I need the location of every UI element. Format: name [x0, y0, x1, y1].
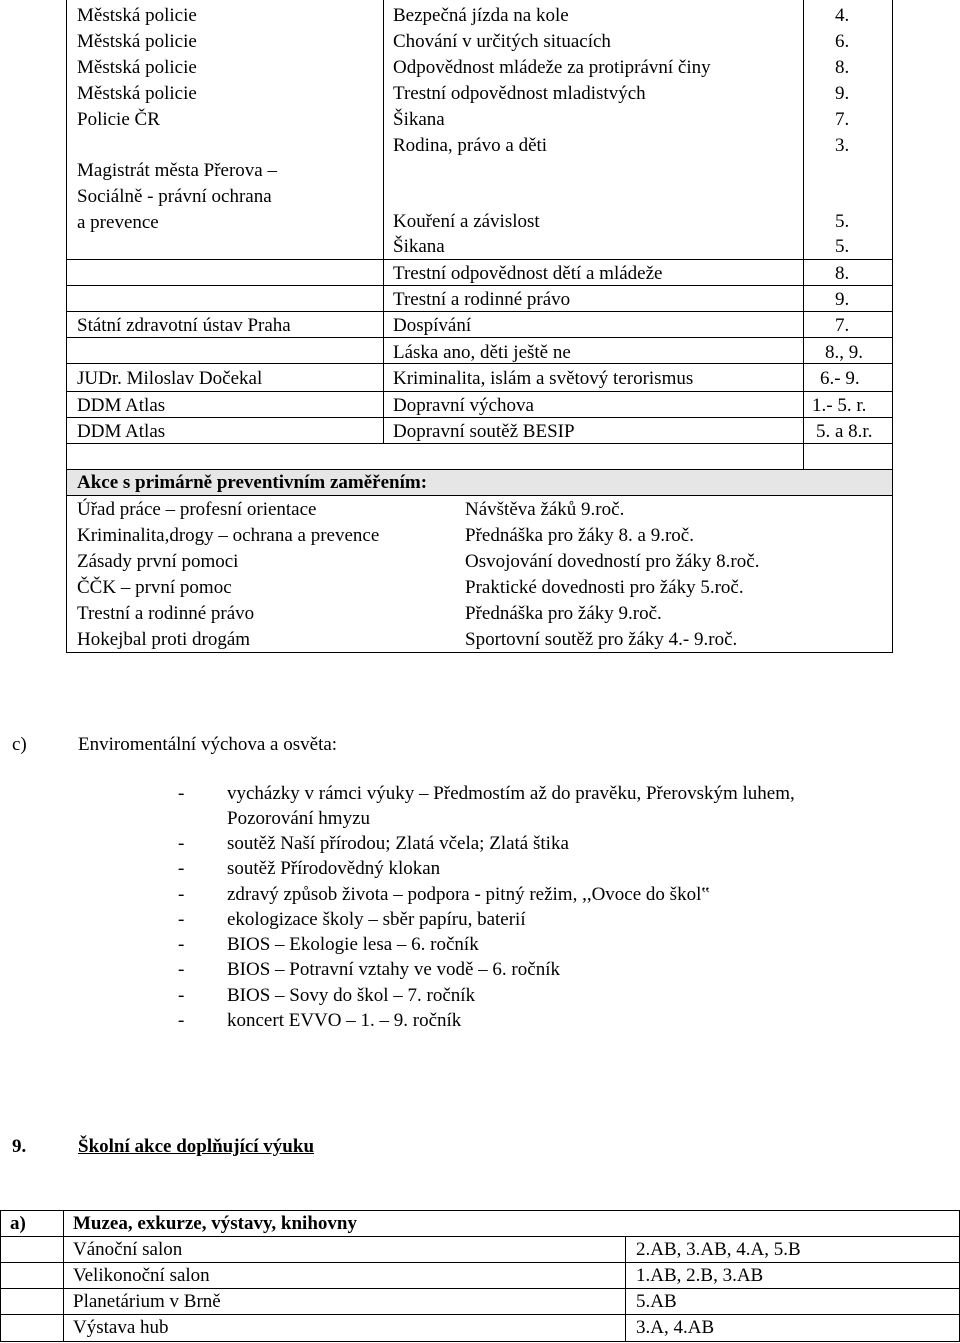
- desc-cell: Sportovní soutěž pro žáky 4.- 9.roč.: [465, 629, 738, 650]
- topic-cell: Dospívání: [393, 315, 472, 336]
- topic-cell: Dopravní výchova: [393, 395, 534, 416]
- list-item: BIOS – Potravní vztahy ve vodě – 6. ročník: [227, 959, 560, 980]
- list-item: soutěž Přírodovědný klokan: [227, 858, 441, 879]
- topic-cell: Rodina, právo a děti: [393, 135, 548, 156]
- topic-cell: Bezpečná jízda na kole: [393, 5, 569, 26]
- org-cell: Městská policie: [77, 57, 197, 78]
- action-cell: Úřad práce – profesní orientace: [77, 499, 317, 520]
- topic-cell: Odpovědnost mládeže za protiprávní činy: [393, 57, 711, 78]
- grade-cell: 9.: [835, 83, 850, 104]
- topic-cell: Trestní odpovědnost dětí a mládeže: [393, 263, 663, 284]
- action-cell: Kriminalita,drogy – ochrana a prevence: [77, 525, 380, 546]
- grade-cell: 5.: [835, 236, 850, 257]
- org-cell: a prevence: [77, 212, 159, 233]
- grade-cell: 8.: [835, 263, 850, 284]
- action-cell: Trestní a rodinné právo: [77, 603, 255, 624]
- grade-cell: 4.: [835, 5, 850, 26]
- list-bullet: -: [178, 985, 185, 1006]
- list-bullet: -: [178, 783, 185, 804]
- action-cell: Hokejbal proti drogám: [77, 629, 251, 650]
- classes-cell: 3.A, 4.AB: [636, 1317, 715, 1338]
- org-cell: DDM Atlas: [77, 395, 166, 416]
- org-cell: Městská policie: [77, 5, 197, 26]
- topic-cell: Šikana: [393, 236, 445, 257]
- list-item: Pozorování hmyzu: [227, 808, 371, 829]
- topic-cell: Kouření a závislost: [393, 211, 540, 232]
- classes-cell: 2.AB, 3.AB, 4.A, 5.B: [636, 1239, 801, 1260]
- action-cell: ČČK – první pomoc: [77, 577, 232, 598]
- org-cell: Policie ČR: [77, 109, 160, 130]
- desc-cell: Přednáška pro žáky 9.roč.: [465, 603, 662, 624]
- org-cell: Magistrát města Přerova –: [77, 160, 277, 181]
- grade-cell: 6.: [835, 31, 850, 52]
- topic-cell: Trestní odpovědnost mladistvých: [393, 83, 646, 104]
- org-cell: Městská policie: [77, 83, 197, 104]
- list-bullet: -: [178, 1010, 185, 1031]
- classes-cell: 1.AB, 2.B, 3.AB: [636, 1265, 764, 1286]
- topic-cell: Láska ano, děti ještě ne: [393, 342, 571, 363]
- topic-cell: Dopravní soutěž BESIP: [393, 421, 575, 442]
- grade-cell: 8., 9.: [825, 342, 863, 363]
- desc-cell: Přednáška pro žáky 8. a 9.roč.: [465, 525, 694, 546]
- list-bullet: -: [178, 833, 185, 854]
- grade-cell: 7.: [835, 109, 850, 130]
- section-number: 9.: [12, 1136, 27, 1157]
- section-title: Enviromentální výchova a osvěta:: [78, 734, 338, 755]
- org-cell: Městská policie: [77, 31, 197, 52]
- list-item: soutěž Naší přírodou; Zlatá včela; Zlatá štika: [227, 833, 569, 854]
- classes-cell: 5.AB: [636, 1291, 677, 1312]
- list-item: vycházky v rámci výuky – Předmostím až do pravěku, Přerovským luhem,: [227, 783, 795, 804]
- event-name-cell: Vánoční salon: [73, 1239, 183, 1260]
- action-cell: Zásady první pomoci: [77, 551, 239, 572]
- topic-cell: Šikana: [393, 109, 445, 130]
- list-bullet: -: [178, 909, 185, 930]
- list-item: koncert EVVO – 1. – 9. ročník: [227, 1010, 462, 1031]
- event-name-cell: Výstava hub: [73, 1317, 169, 1338]
- org-cell: Sociálně - právní ochrana: [77, 186, 272, 207]
- list-bullet: -: [178, 934, 185, 955]
- topic-cell: Chování v určitých situacích: [393, 31, 611, 52]
- grade-cell: 5. a 8.r.: [816, 421, 873, 442]
- grade-cell: 5.: [835, 211, 850, 232]
- desc-cell: Praktické dovednosti pro žáky 5.roč.: [465, 577, 744, 598]
- list-item: BIOS – Sovy do škol – 7. ročník: [227, 985, 476, 1006]
- desc-cell: Návštěva žáků 9.roč.: [465, 499, 625, 520]
- section-title: Akce s primárně preventivním zaměřením:: [77, 472, 428, 493]
- section-title: Školní akce doplňující výuku: [78, 1136, 315, 1157]
- grade-cell: 3.: [835, 135, 850, 156]
- list-bullet: -: [178, 858, 185, 879]
- list-item: zdravý způsob života – podpora - pitný režim, ,,Ovoce do škol‟: [227, 884, 710, 905]
- org-cell: JUDr. Miloslav Dočekal: [77, 368, 263, 389]
- list-bullet: -: [178, 884, 185, 905]
- grade-cell: 9.: [835, 289, 850, 310]
- grade-cell: 8.: [835, 57, 850, 78]
- list-bullet: -: [178, 959, 185, 980]
- event-name-cell: Planetárium v Brně: [73, 1291, 221, 1312]
- event-name-cell: Velikonoční salon: [73, 1265, 210, 1286]
- row-label: a): [10, 1213, 26, 1234]
- list-item: ekologizace školy – sběr papíru, baterií: [227, 909, 526, 930]
- grade-cell: 1.- 5. r.: [812, 395, 867, 416]
- grade-cell: 6.- 9.: [820, 368, 860, 389]
- topic-cell: Trestní a rodinné právo: [393, 289, 571, 310]
- table-title: Muzea, exkurze, výstavy, knihovny: [73, 1213, 357, 1234]
- org-cell: DDM Atlas: [77, 421, 166, 442]
- desc-cell: Osvojování dovedností pro žáky 8.roč.: [465, 551, 760, 572]
- section-label: c): [12, 734, 27, 755]
- topic-cell: Kriminalita, islám a světový terorismus: [393, 368, 694, 389]
- org-cell: Státní zdravotní ústav Praha: [77, 315, 291, 336]
- grade-cell: 7.: [835, 315, 850, 336]
- list-item: BIOS – Ekologie lesa – 6. ročník: [227, 934, 479, 955]
